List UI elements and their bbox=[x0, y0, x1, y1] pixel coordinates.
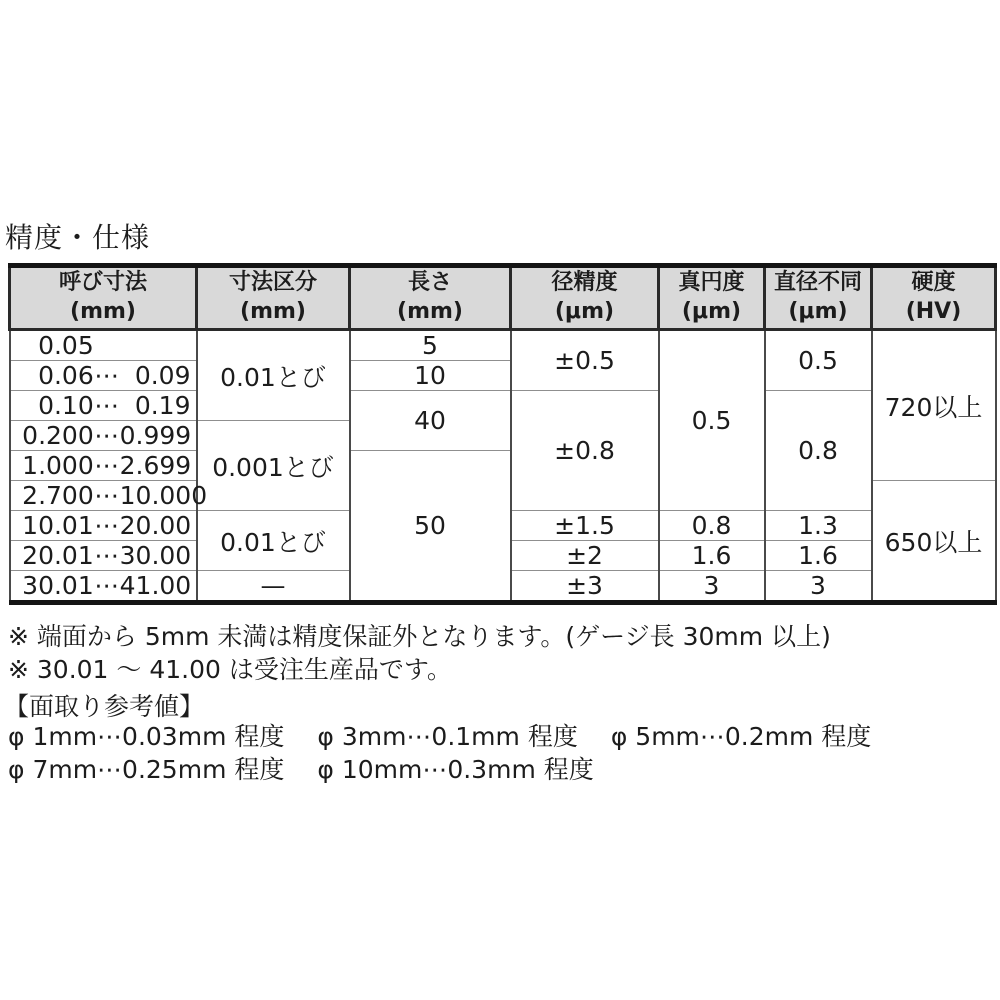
footnote-accuracy-guarantee: ※ 端面から 5mm 未満は精度保証外となります。(ゲージ長 30mm 以上) bbox=[8, 622, 831, 651]
table-row bbox=[10, 330, 996, 361]
column-header-label: 硬度 bbox=[911, 270, 956, 296]
cell-step-group-2: 0.001とび bbox=[197, 421, 350, 511]
column-header-unit: (mm) bbox=[70, 299, 136, 324]
nominal-to: 2.699 bbox=[119, 451, 192, 480]
spec-table bbox=[8, 263, 997, 605]
chamfer-item: φ 5mm⋯0.2mm 程度 bbox=[610, 722, 872, 751]
cell-step-group-1: 0.01とび bbox=[197, 330, 350, 421]
nominal-from: 2.700 bbox=[22, 481, 94, 510]
cell-length-2: 10 bbox=[350, 361, 511, 391]
cell-dia-variation-4: 1.6 bbox=[765, 541, 872, 571]
nominal-to: 10.000 bbox=[119, 481, 208, 510]
chamfer-item: φ 10mm⋯0.3mm 程度 bbox=[317, 755, 594, 784]
nominal-from: 0.06 bbox=[38, 361, 94, 390]
nominal-to: 0.09 bbox=[134, 361, 191, 390]
cell-roundness-group-1: 0.5 bbox=[659, 330, 765, 511]
chamfer-item: φ 7mm⋯0.25mm 程度 bbox=[8, 755, 285, 784]
column-header-length bbox=[350, 266, 511, 330]
cell-roundness-4: 3 bbox=[659, 571, 765, 603]
column-header-label: 寸法区分 bbox=[228, 270, 317, 296]
column-header-unit: (mm) bbox=[240, 299, 306, 324]
cell-step-group-3: 0.01とび bbox=[197, 511, 350, 571]
nominal-from: 1.000 bbox=[22, 451, 94, 480]
cell-nominal-range bbox=[10, 330, 197, 361]
nominal-separator: ⋯ bbox=[94, 421, 120, 450]
column-header-label: 呼び寸法 bbox=[58, 270, 147, 296]
spec-table-header bbox=[10, 266, 996, 330]
nominal-from: 0.10 bbox=[38, 391, 94, 420]
footnote-made-to-order: ※ 30.01 ～ 41.00 は受注生産品です。 bbox=[8, 655, 452, 684]
cell-dia-accuracy-3: ±1.5 bbox=[511, 511, 659, 541]
nominal-to: 0.999 bbox=[119, 421, 192, 450]
nominal-separator: ⋯ bbox=[94, 541, 120, 570]
spec-table-body bbox=[10, 330, 996, 603]
column-header-unit: (μm) bbox=[788, 299, 848, 324]
cell-nominal-range bbox=[10, 451, 197, 481]
cell-step-4: — bbox=[197, 571, 350, 603]
cell-nominal-range bbox=[10, 361, 197, 391]
cell-hardness-group-2: 650以上 bbox=[872, 481, 996, 603]
nominal-from: 30.01 bbox=[22, 571, 94, 600]
footnotes bbox=[8, 620, 831, 686]
chamfer-item: φ 3mm⋯0.1mm 程度 bbox=[317, 722, 578, 751]
column-header-label: 長さ bbox=[407, 270, 452, 296]
chamfer-row bbox=[8, 720, 871, 753]
column-header-dia-accuracy bbox=[511, 266, 659, 330]
cell-dia-variation-5: 3 bbox=[765, 571, 872, 603]
nominal-separator: ⋯ bbox=[94, 361, 120, 390]
chamfer-reference-heading: 【面取り参考値】 bbox=[4, 692, 205, 721]
cell-nominal-range bbox=[10, 481, 208, 511]
header-row bbox=[10, 266, 996, 330]
nominal-separator: ⋯ bbox=[94, 511, 120, 540]
chamfer-reference-values bbox=[8, 720, 871, 786]
cell-nominal-range bbox=[10, 421, 197, 451]
column-header-nominal bbox=[10, 266, 197, 330]
column-header-unit: (HV) bbox=[905, 299, 962, 324]
column-header-label: 径精度 bbox=[551, 270, 618, 296]
cell-dia-variation-3: 1.3 bbox=[765, 511, 872, 541]
cell-length-group-4: 50 bbox=[350, 451, 511, 603]
cell-nominal-range bbox=[10, 541, 197, 571]
cell-dia-accuracy-group-2: ±0.8 bbox=[511, 391, 659, 511]
cell-nominal-range bbox=[10, 391, 197, 421]
nominal-separator: ⋯ bbox=[94, 481, 120, 510]
nominal-to: 20.00 bbox=[119, 511, 192, 540]
nominal-to: 30.00 bbox=[119, 541, 192, 570]
column-header-hardness bbox=[872, 266, 996, 330]
nominal-separator: ⋯ bbox=[94, 391, 120, 420]
cell-hardness-group-1: 720以上 bbox=[872, 330, 996, 481]
cell-dia-accuracy-4: ±2 bbox=[511, 541, 659, 571]
column-header-label: 直径不同 bbox=[773, 270, 862, 296]
column-header-unit: (μm) bbox=[554, 299, 615, 324]
table-row bbox=[10, 391, 996, 421]
cell-dia-accuracy-group-1: ±0.5 bbox=[511, 330, 659, 391]
nominal-to: 0.19 bbox=[134, 391, 191, 420]
nominal-from: 0.05 bbox=[38, 331, 94, 360]
cell-length-1: 5 bbox=[350, 330, 511, 361]
nominal-separator: ⋯ bbox=[94, 571, 120, 600]
nominal-separator: ⋯ bbox=[94, 451, 120, 480]
cell-length-group-3: 40 bbox=[350, 391, 511, 451]
cell-nominal-range bbox=[10, 511, 197, 541]
nominal-from: 20.01 bbox=[22, 541, 94, 570]
nominal-from: 10.01 bbox=[22, 511, 94, 540]
page-title: 精度・仕様 bbox=[5, 221, 151, 254]
nominal-from: 0.200 bbox=[22, 421, 94, 450]
chamfer-row bbox=[8, 753, 871, 786]
cell-roundness-3: 1.6 bbox=[659, 541, 765, 571]
column-header-unit: (μm) bbox=[681, 299, 742, 324]
column-header-label: 真円度 bbox=[678, 270, 745, 296]
cell-dia-variation-group-2: 0.8 bbox=[765, 391, 872, 511]
column-header-step bbox=[197, 266, 350, 330]
chamfer-item: φ 1mm⋯0.03mm 程度 bbox=[8, 722, 285, 751]
column-header-dia-variation bbox=[765, 266, 872, 330]
cell-dia-accuracy-5: ±3 bbox=[511, 571, 659, 603]
cell-dia-variation-group-1: 0.5 bbox=[765, 330, 872, 391]
nominal-to: 41.00 bbox=[119, 571, 192, 600]
cell-roundness-2: 0.8 bbox=[659, 511, 765, 541]
column-header-roundness bbox=[659, 266, 765, 330]
column-header-unit: (mm) bbox=[397, 299, 463, 324]
cell-nominal-range bbox=[10, 571, 197, 603]
